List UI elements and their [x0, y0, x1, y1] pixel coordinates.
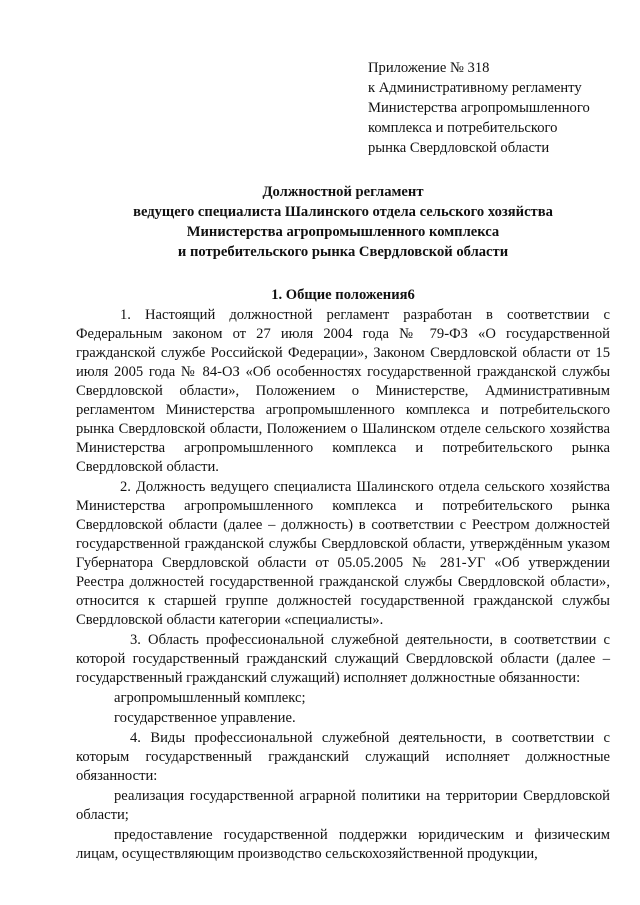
paragraph-number: 3. [130, 632, 141, 648]
paragraph-number: 1. [120, 307, 131, 323]
document-title [70, 182, 616, 262]
list-item: агропромышленный комплекс; [114, 690, 306, 706]
title-line: ведущего специалиста Шалинского отдела сельского хозяйства [133, 204, 553, 220]
list-item: предоставление государственной поддержки юридическим и физическим лицам, осуществляющим производство сельскохозяйственной продукции, [76, 827, 610, 862]
paragraph-text: Должность ведущего специалиста Шалинского отдела сельского хозяйства Министерства агропромышленного комплекса и потребительского рынка Свердловской области (далее – должность) в соответствии с Реестром должностей государственной гражданской службы Свердловской области, утверждённым указом Губернатора Свердловской области от 05.05.2005 № 281-УГ «Об утверждении Реестра должностей государственной гражданской службы Свердловской области», относится к старшей группе должностей государственной гражданской службы Свердловской области категории «специалисты». [76, 479, 611, 628]
appendix-line: рынка Свердловской области [368, 140, 550, 156]
paragraph-text: Виды профессиональной служебной деятельности, в соответствии с которым государственный гражданский служащий исполняет должностные обязанности: [76, 730, 611, 784]
document-body [76, 286, 610, 865]
title-line: Министерства агропромышленного комплекса [186, 224, 500, 240]
appendix-note [368, 58, 628, 158]
paragraph-1 [76, 306, 610, 477]
appendix-line: комплекса и потребительского [368, 120, 558, 136]
appendix-line: Приложение № 318 [368, 60, 490, 76]
paragraph-4 [76, 729, 610, 786]
title-line: Должностной регламент [262, 184, 424, 200]
appendix-line: Министерства агропромышленного [368, 100, 590, 116]
section-heading: 1. Общие положения6 [271, 287, 415, 303]
paragraph-2 [76, 478, 610, 630]
paragraph-text: Настоящий должностной регламент разработан в соответствии с Федеральным законом от 27 июля 2004 года № 79-ФЗ «О государственной гражданской службе Российской Федерации», Законом Свердловской области от 15 июля 2005 года № 84-ОЗ «Об особенностях государственной гражданской службы Свердловской области», Положением о Министерстве, Административным регламентом Министерства агропромышленного комплекса и потребительского рынка Свердловской области, Положением о Шалинском отделе сельского хозяйства Министерства агропромышленного комплекса и потребительского рынка Свердловской области. [76, 307, 610, 475]
paragraph-3 [76, 631, 610, 688]
paragraph-number: 2. [120, 479, 131, 495]
paragraph-number: 4. [130, 730, 141, 746]
list-item: государственное управление. [114, 710, 296, 726]
list-item: реализация государственной аграрной политики на территории Свердловской области; [76, 788, 610, 823]
paragraph-text: Область профессиональной служебной деятельности, в соответствии с которой государственный гражданский служащий Свердловской области (далее – государственный гражданский служащий) исполняет должностные обязанности: [76, 632, 610, 686]
title-line: и потребительского рынка Свердловской области [177, 244, 509, 260]
appendix-line: к Административному регламенту [368, 80, 582, 96]
